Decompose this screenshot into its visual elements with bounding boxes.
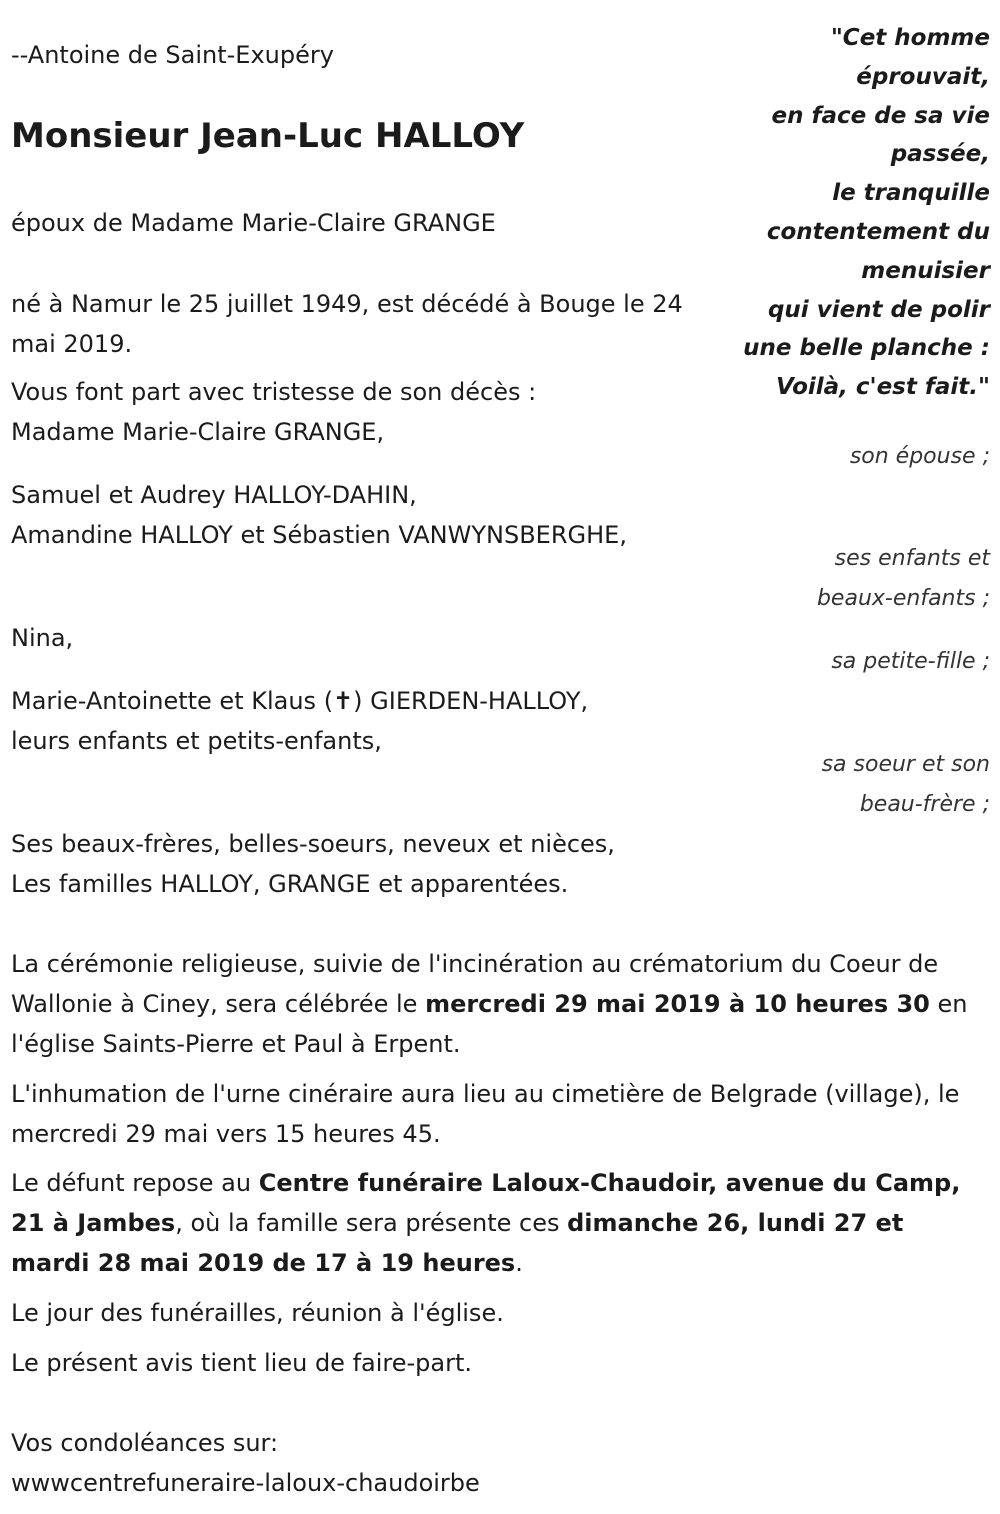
inhumation-paragraph: L'inhumation de l'urne cinéraire aura lieu au cimetière de Belgrade (village), le mercredi 29 mai vers 15 heures 45. (11, 1080, 960, 1148)
repose-paragraph: Le défunt repose au Centre funéraire Laloux-Chaudoir, avenue du Camp, 21 à Jambes, où la famille sera présente ces dimanche 26, lundi 27 et mardi 28 mai 2019 de 17 à 19 heures. (11, 1169, 961, 1277)
birth-death-line: né à Namur le 25 juillet 1949, est décédé à Bouge le 24 (11, 290, 683, 318)
quote-line: en face de sa vie (771, 102, 990, 129)
quote-line: le tranquille (832, 180, 990, 207)
quote-line: qui vient de polir (767, 296, 990, 323)
announce-children: Samuel et Audrey HALLOY-DAHIN, (11, 481, 417, 509)
quote-line: une belle planche : (743, 335, 990, 362)
ceremony-date: mercredi 29 mai 2019 à 10 heures 30 (425, 990, 930, 1018)
announce-others: Les familles HALLOY, GRANGE et apparentées. (11, 870, 569, 898)
announce-sister: Marie-Antoinette et Klaus (✝) GIERDEN-HALLOY, (11, 687, 589, 715)
announce-others: Ses beaux-frères, belles-soeurs, neveux et nièces, (11, 830, 615, 858)
quote-line: "Cet homme (830, 25, 990, 51)
role-sister: sa soeur et son (821, 752, 990, 777)
announce-intro: Vous font part avec tristesse de son décès : (11, 378, 537, 406)
quote-line: passée, (890, 141, 990, 168)
quote-line: Voilà, c'est fait." (775, 374, 990, 401)
funeral-day-line: Le jour des funérailles, réunion à l'église. (11, 1299, 504, 1327)
deceased-name: Monsieur Jean-Luc HALLOY (11, 116, 525, 156)
ceremony-paragraph: La cérémonie religieuse, suivie de l'incinération au crématorium du Coeur de Wallonie à Ciney, sera célébrée le mercredi 29 mai 2019 à 10 heures 30 en l'église Saints-Pierre et Paul à Erpent. (11, 950, 968, 1058)
repose-place: Centre funéraire Laloux-Chaudoir, avenue du Camp, 21 à Jambes (11, 1169, 961, 1237)
repose-dates: dimanche 26, lundi 27 et mardi 28 mai 2019 de 17 à 19 heures (11, 1209, 904, 1277)
role-children: beaux-enfants ; (816, 586, 990, 611)
role-sister: beau-frère ; (859, 792, 990, 817)
quote-line: contentement du (766, 218, 990, 245)
announce-spouse: Madame Marie-Claire GRANGE, (11, 418, 385, 446)
role-grandchild: sa petite-fille ; (831, 649, 990, 674)
notice-line: Le présent avis tient lieu de faire-part. (11, 1349, 473, 1377)
role-spouse: son épouse ; (849, 444, 990, 469)
announce-children: Amandine HALLOY et Sébastien VANWYNSBERGHE, (11, 521, 627, 549)
quote-line: menuisier (861, 257, 990, 284)
announce-grandchild: Nina, (11, 624, 74, 652)
quote-author: --Antoine de Saint-Exupéry (11, 41, 334, 69)
spouse-line: époux de Madame Marie-Claire GRANGE (11, 209, 496, 237)
quote-line: éprouvait, (856, 63, 990, 90)
condolences-label: Vos condoléances sur: (11, 1429, 279, 1457)
condolences-link[interactable]: wwwcentrefuneraire-laloux-chaudoirbe (11, 1469, 480, 1497)
role-children: ses enfants et (834, 546, 990, 571)
announce-sister: leurs enfants et petits-enfants, (11, 727, 382, 755)
quote-block (743, 19, 990, 407)
birth-death-line: mai 2019. (11, 330, 133, 358)
